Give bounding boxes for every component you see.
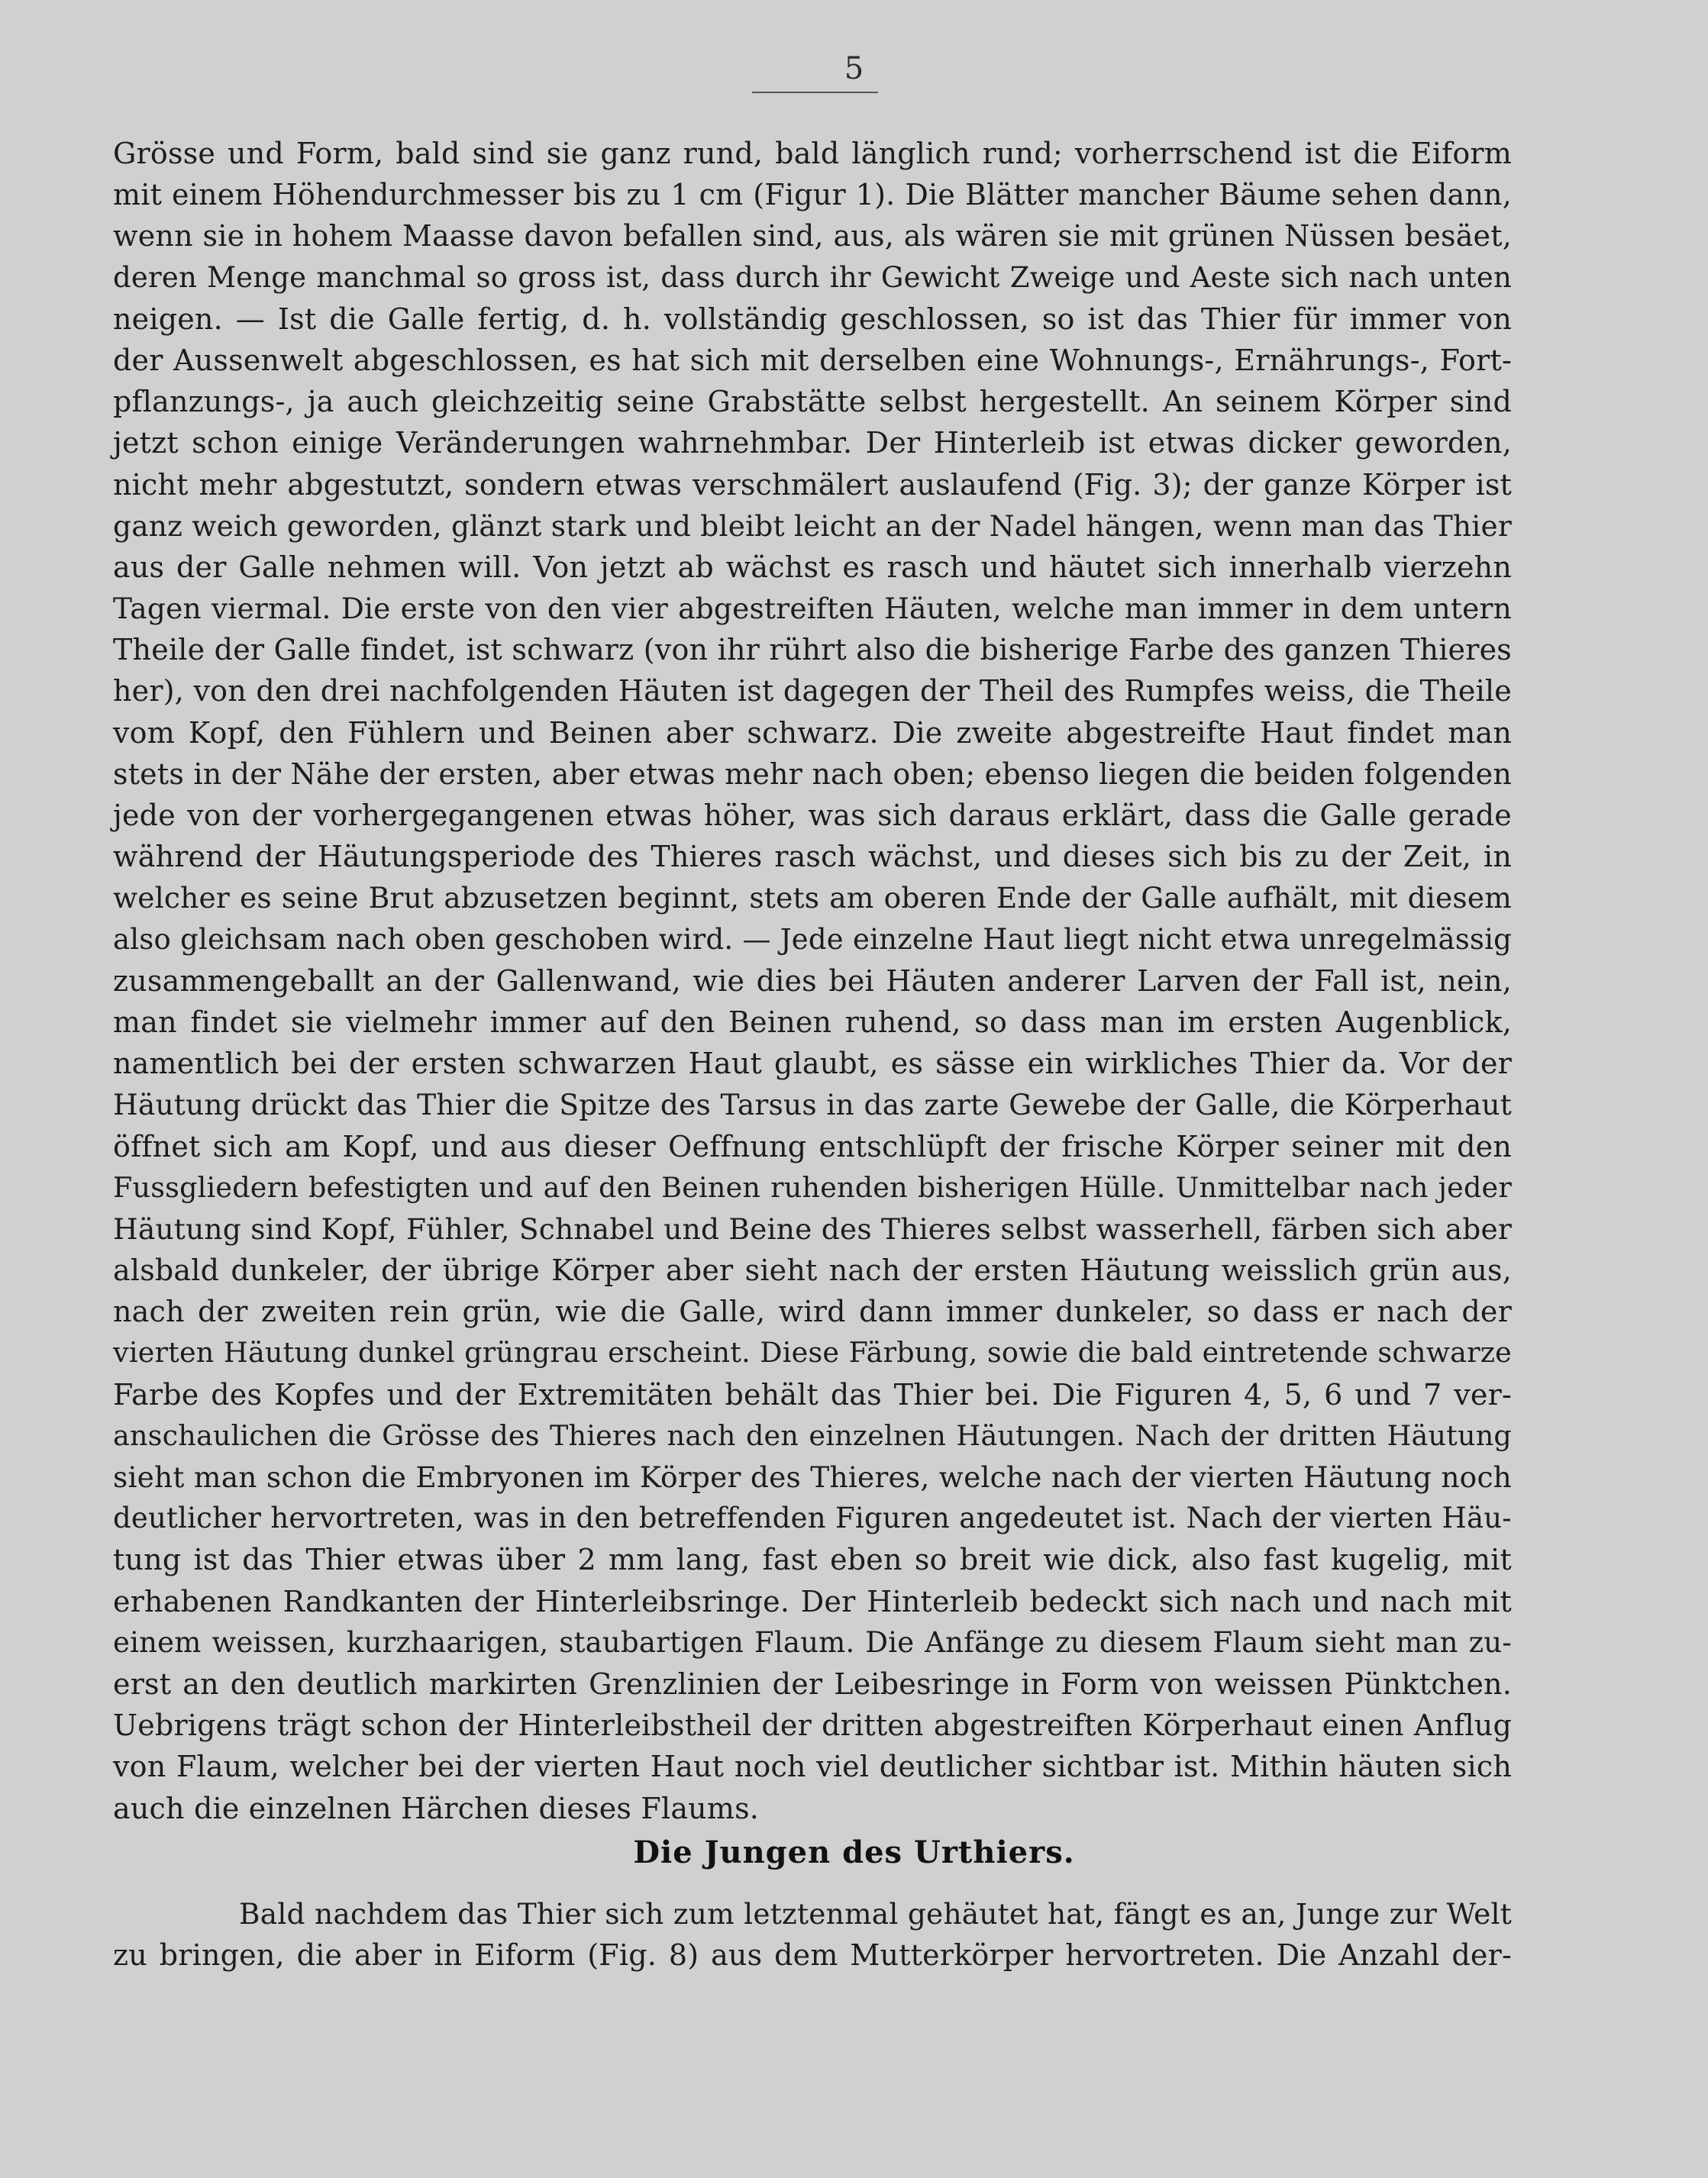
text-line: welcher es seine Brut abzusetzen beginnt, stets am oberen Ende der Galle aufhält, mit diesem: [113, 881, 1512, 915]
text-line: mit einem Höhendurchmesser bis zu 1 cm (Figur 1). Die Blätter mancher Bäume sehen dann,: [113, 178, 1512, 212]
text-line: man findet sie vielmehr immer auf den Beinen ruhend, so dass man im ersten Augenblick,: [113, 1005, 1512, 1039]
text-line: neigen. — Ist die Galle fertig, d. h. vollständig geschlossen, so ist das Thier für immer von: [113, 302, 1512, 336]
text-line: nach der zweiten rein grün, wie die Galle, wird dann immer dunkeler, so dass er nach der: [113, 1295, 1512, 1329]
text-line: aus der Galle nehmen will. Von jetzt ab wächst es rasch und häutet sich innerhalb vierzehn: [113, 550, 1512, 584]
text-line: deutlicher hervortreten, was in den betreffenden Figuren angedeutet ist. Nach der vierten Häu-: [113, 1502, 1512, 1535]
body-paragraph: [113, 1893, 1512, 1976]
text-line: Uebrigens trägt schon der Hinterleibstheil der dritten abgestreiften Körperhaut einen Anflug: [113, 1709, 1512, 1743]
body-paragraph: [113, 133, 1512, 1829]
text-line: Grösse und Form, bald sind sie ganz rund, bald länglich rund; vorherrschend ist die Eiform: [113, 137, 1512, 170]
text-line: jetzt schon einige Veränderungen wahrnehmbar. Der Hinterleib ist etwas dicker geworden,: [113, 426, 1512, 460]
text-line: Bald nachdem das Thier sich zum letztenmal gehäutet hat, fängt es an, Junge zur Welt: [239, 1897, 1512, 1931]
text-line: erst an den deutlich markirten Grenzlinien der Leibesringe in Form von weissen Pünktchen.: [113, 1667, 1512, 1701]
text-line: Farbe des Kopfes und der Extremitäten behält das Thier bei. Die Figuren 4, 5, 6 und 7 ver-: [113, 1377, 1512, 1412]
text-line: während der Häutungsperiode des Thieres rasch wächst, und dieses sich bis zu der Zeit, in: [113, 840, 1512, 874]
text-line: Häutung sind Kopf, Fühler, Schnabel und Beine des Thieres selbst wasserhell, färben sich aber: [113, 1212, 1512, 1246]
text-line: einem weissen, kurzhaarigen, staubartigen Flaum. Die Anfänge zu diesem Flaum sieht man zu-: [113, 1625, 1512, 1659]
text-line: zu bringen, die aber in Eiform (Fig. 8) aus dem Mutterkörper hervortreten. Die Anzahl der-: [113, 1938, 1512, 1973]
text-line: anschaulichen die Grösse des Thieres nach den einzelnen Häutungen. Nach der dritten Häutung: [113, 1418, 1512, 1452]
text-line: jede von der vorhergegangenen etwas höher, was sich daraus erklärt, dass die Galle gerade: [113, 799, 1512, 832]
text-line: her), von den drei nachfolgenden Häuten ist dagegen der Theil des Rumpfes weiss, die Theile: [113, 674, 1512, 708]
text-line: deren Menge manchmal so gross ist, dass durch ihr Gewicht Zweige und Aeste sich nach unten: [113, 260, 1512, 294]
text-line: zusammengeballt an der Gallenwand, wie dies bei Häuten anderer Larven der Fall ist, nein,: [113, 963, 1512, 998]
text-line: vom Kopf, den Fühlern und Beinen aber schwarz. Die zweite abgestreifte Haut findet man: [113, 715, 1512, 750]
text-line: Tagen viermal. Die erste von den vier abgestreiften Häuten, welche man immer in dem untern: [113, 592, 1512, 626]
text-line: pflanzungs-, ja auch gleichzeitig seine Grabstätte selbst hergestellt. An seinem Körper sind: [113, 385, 1512, 419]
page-number: 5: [844, 51, 864, 86]
text-line: ganz weich geworden, glänzt stark und bleibt leicht an der Nadel hängen, wenn man das Thier: [113, 508, 1512, 543]
text-line: namentlich bei der ersten schwarzen Haut glaubt, es sässe ein wirkliches Thier da. Vor der: [113, 1047, 1512, 1081]
text-line: nicht mehr abgestutzt, sondern etwas verschmälert auslaufend (Fig. 3); der ganze Körper ist: [113, 467, 1512, 502]
text-line: Häutung drückt das Thier die Spitze des Tarsus in das zarte Gewebe der Galle, die Körperhaut: [113, 1088, 1512, 1122]
text-line: auch die einzelnen Härchen dieses Flaums.: [113, 1791, 760, 1825]
text-line: sieht man schon die Embryonen im Körper des Thieres, welche nach der vierten Häutung noch: [113, 1460, 1512, 1494]
text-line: stets in der Nähe der ersten, aber etwas mehr nach oben; ebenso liegen die beiden folgenden: [113, 757, 1512, 791]
text-line: Fussgliedern befestigten und auf den Beinen ruhenden bisherigen Hülle. Unmittelbar nach jeder: [113, 1170, 1512, 1204]
text-line: der Aussenwelt abgeschlossen, es hat sich mit derselben eine Wohnungs-, Ernährungs-, Fort-: [113, 343, 1512, 377]
text-line: alsbald dunkeler, der übrige Körper aber sieht nach der ersten Häutung weisslich grün aus,: [113, 1254, 1512, 1288]
text-line: von Flaum, welcher bei der vierten Haut noch viel deutlicher sichtbar ist. Mithin häuten sich: [113, 1750, 1512, 1784]
text-line: Theile der Galle findet, ist schwarz (von ihr rührt also die bisherige Farbe des ganzen Thieres: [113, 633, 1512, 667]
text-line: öffnet sich am Kopf, und aus dieser Oeffnung entschlüpft der frische Körper seiner mit den: [113, 1129, 1512, 1163]
section-heading: Die Jungen des Urthiers.: [633, 1834, 1075, 1870]
text-line: wenn sie in hohem Maasse davon befallen sind, aus, als wären sie mit grünen Nüssen besäet,: [113, 219, 1512, 253]
text-line: also gleichsam nach oben geschoben wird. — Jede einzelne Haut liegt nicht etwa unregelmässig: [113, 922, 1512, 956]
text-line: erhabenen Randkanten der Hinterleibsringe. Der Hinterleib bedeckt sich nach und nach mit: [113, 1584, 1512, 1618]
text-line: vierten Häutung dunkel grüngrau erscheint. Diese Färbung, sowie die bald eintretende schwarze: [113, 1336, 1512, 1370]
text-line: tung ist das Thier etwas über 2 mm lang, fast eben so breit wie dick, also fast kugelig, mit: [113, 1543, 1512, 1577]
page-number-rule: [752, 92, 878, 93]
